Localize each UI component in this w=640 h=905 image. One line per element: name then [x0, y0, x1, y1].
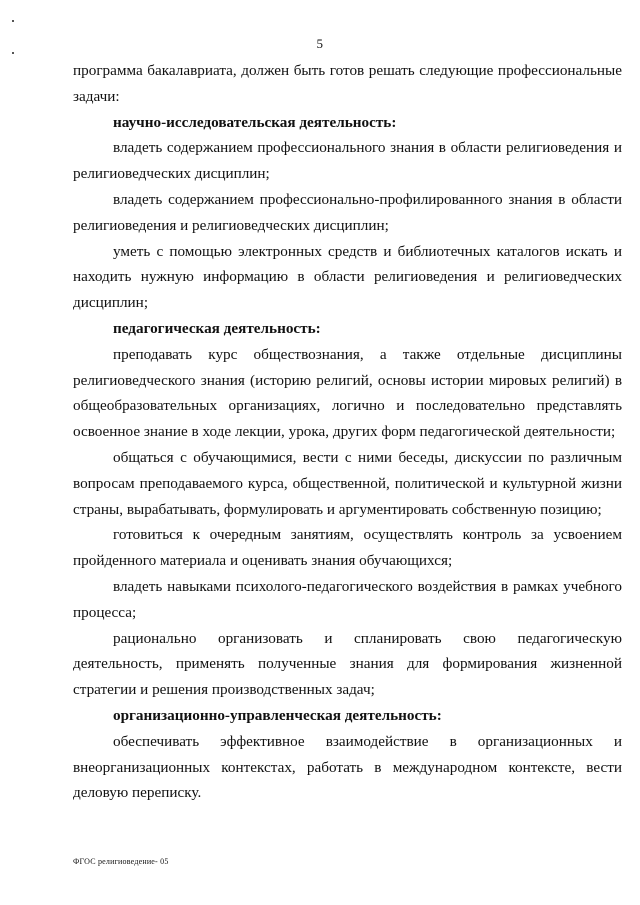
page-number: 5	[316, 36, 324, 51]
paragraph: уметь с помощью электронных средств и библиотечных каталогов искать и находить нужную информацию в области религиоведения и религиоведческих дисциплин;	[73, 242, 622, 312]
scan-mark	[12, 20, 14, 22]
scan-mark	[12, 52, 14, 54]
document-footer: ФГОС религиоведение- 05	[73, 857, 169, 866]
paragraph: владеть содержанием профессионального знания в области религиоведения и религиоведческих дисциплин;	[73, 139, 622, 183]
section-heading: организационно-управленческая деятельность:	[113, 706, 442, 724]
section-heading: педагогическая деятельность:	[113, 319, 321, 337]
paragraph: обеспечивать эффективное взаимодействие в организационных и внеорганизационных контекстах, работать в международном контексте, вести деловую переписку.	[73, 732, 622, 802]
document-body	[73, 58, 622, 806]
paragraph: общаться с обучающимися, вести с ними беседы, дискуссии по различным вопросам преподаваемого курса, общественной, политической и культурной жизни страны, вырабатывать, формулировать и аргументировать собственную позицию;	[73, 448, 622, 518]
paragraph: рационально организовать и спланировать свою педагогическую деятельность, применять полученные знания для формирования жизненной стратегии и решения производственных задач;	[73, 629, 622, 699]
paragraph: владеть содержанием профессионально-профилированного знания в области религиоведения и религиоведческих дисциплин;	[73, 190, 622, 234]
paragraph: преподавать курс обществознания, а также отдельные дисциплины религиоведческого знания (историю религий, основы истории мировых религий) в общеобразовательных организациях, логично и последовательно представлять освоенное знание в ходе лекции, урока, других форм педагогической деятельности;	[73, 345, 622, 441]
paragraph: готовиться к очередным занятиям, осуществлять контроль за усвоением пройденного материала и оценивать знания обучающихся;	[73, 526, 622, 570]
paragraph: владеть навыками психолого-педагогического воздействия в рамках учебного процесса;	[73, 577, 622, 621]
section-heading: научно-исследовательская деятельность:	[113, 113, 397, 131]
paragraph: программа бакалавриата, должен быть готов решать следующие профессиональные задачи:	[73, 62, 622, 105]
